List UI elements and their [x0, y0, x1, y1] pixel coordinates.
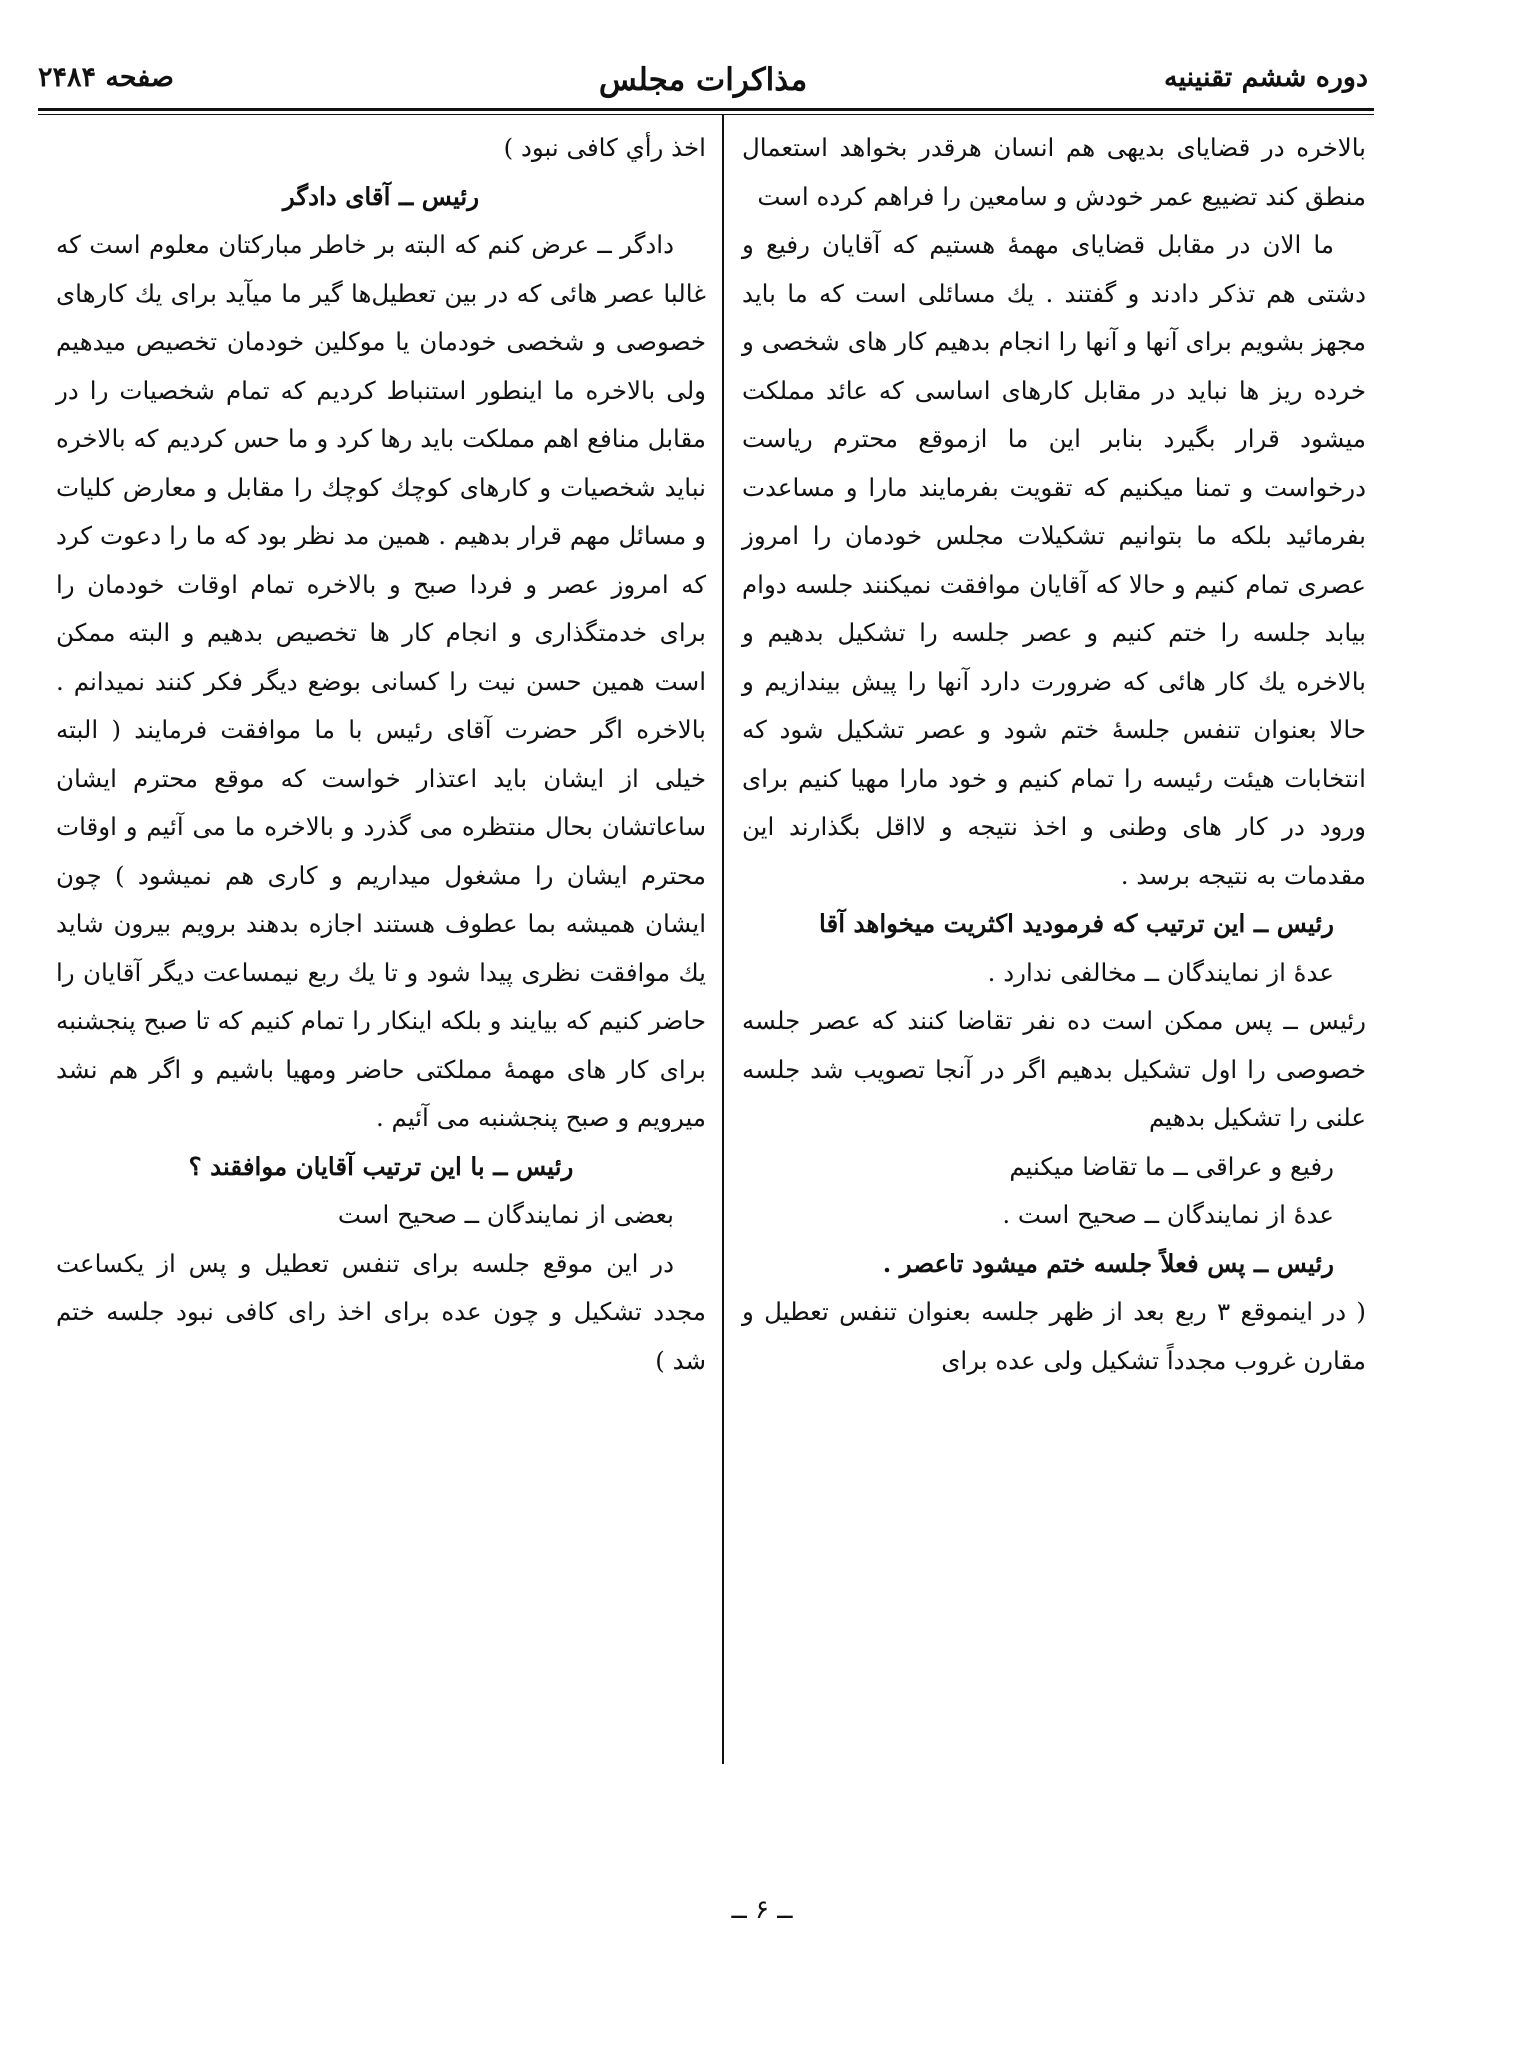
paragraph: دادگر ــ عرض کنم که البته بر خاطر مبارکتان معلوم است که غالبا عصر هائی که در بین تعطیل‌ها گیر ما میآید برای یك کارهای خصوصی و شخصی خودمان یا موکلین خودمان تخصیص میدهیم ولی بالاخره ما اینطور استنباط کردیم که تمام شخصیات را در مقابل منافع اهم مملکت باید رها کرد و ما حس کردیم که بالاخره نباید شخصیات و کارهای کوچك کوچك را مقابل و معارض کلیات و مسائل مهم قرار بدهیم . همین مد نظر بود که ما را دعوت کرد که امروز عصر و فردا صبح و بالاخره تمام اوقات خودمان را برای خدمتگذاری و انجام کار ها تخصیص بدهیم و البته ممکن است همین حسن نیت را کسانی بوضع دیگر فکر کنند نمیدانم . بالاخره اگر حضرت آقای رئیس با ما موافقت فرمایند ( البته خیلی از ایشان باید اعتذار خواست که موقع محترم ایشان ساعاتشان بحال منتظره می گذرد و بالاخره ما می آئیم و اوقات محترم ایشان را مشغول میداریم و کاری هم نمیشود ) چون ایشان همیشه بما عطوف هستند اجازه بدهند برویم بیرون شاید یك موافقت نظری پیدا شود و تا یك ربع نیمساعت دیگر آقایان را حاضر کنیم که بیایند و بلکه اینکار را تمام کنیم که تا صبح پنجشنبه برای کار های مهمهٔ مملکتی حاضر ومهیا باشیم و اگر هم نشد میرویم و صبح پنجشنبه می آئیم . [56, 230, 706, 1132]
paragraph: ( در اینموقع ۳ ربع بعد از ظهر جلسه بعنوان تنفس تعطیل و مقارن غروب مجدداً تشکیل ولی عده برای [742, 1297, 1366, 1375]
speaker-line: رفیع و عراقی ــ ما تقاضا میکنیم [1009, 1151, 1334, 1181]
paragraph: بالاخره در قضایای بدیهی هم انسان هرقدر بخواهد استعمال منطق کند تضییع عمر خودش و سامعین را فراهم کرده است [742, 133, 1366, 211]
speaker-line: عدهٔ از نمایندگان ــ مخالفی ندارد . [987, 957, 1334, 987]
column-divider [722, 114, 724, 1764]
left-column [56, 124, 706, 1385]
paragraph: ما الان در مقابل قضایای مهمهٔ هستیم که آقایان رفیع و دشتی هم تذکر دادند و گفتند . یك مسائلی است که ما باید مجهز بشویم برای آنها و آنها را انجام بدهیم کار های شخصی و خرده ریز ها نباید در مقابل کارهای اساسی که عائد مملکت میشود قرار بگیرد بنابر این ما ازموقع محترم ریاست درخواست و تمنا میکنیم که تقویت بفرمایند مارا و مساعدت بفرمائید بلکه ما بتوانیم تشکیلات مجلس خودمان را امروز عصری تمام کنیم و حالا که آقایان موافقت نمیکنند جلسه دوام بیابد جلسه را ختم کنیم و عصر جلسه را تشکیل بدهیم و بالاخره یك کار هائی که ضرورت دارد آنها را پیش بیندازیم و حالا بعنوان تنفس جلسهٔ ختم شود و عصر تشکیل شود که انتخابات هیئت رئیسه را تمام کنیم و خود مارا مهیا کنیم برای ورود در کار های وطنی و اخذ نتیجه و لااقل بگذارند این مقدمات به نتیجه برسد . [742, 230, 1366, 890]
header-divider [38, 108, 1374, 115]
paragraph: در این موقع جلسه برای تنفس تعطیل و پس از یکساعت مجدد تشکیل و چون عده برای اخذ رای کافی نبود جلسه ختم شد ) [56, 1248, 706, 1375]
session-title: دوره ششم تقنینیه [1164, 62, 1368, 93]
right-column [742, 124, 1366, 1385]
page-label: صفحه ۲۴۸۴ [38, 62, 174, 93]
speaker-line: رئیس ــ آقای دادگر [282, 181, 480, 211]
speaker-line: عدهٔ از نمایندگان ــ صحیح است . [1002, 1200, 1334, 1229]
paragraph: رئیس ــ پس ممکن است ده نفر تقاضا کنند که عصر جلسه خصوصی را اول تشکیل بدهیم اگر در آنجا تصویب شد جلسه علنی را تشکیل بدهیم [742, 1006, 1367, 1132]
paragraph: اخذ رأي کافی نبود ) [503, 133, 706, 162]
publication-title: مذاکرات مجلس [598, 62, 808, 98]
speaker-line: رئیس ــ با این ترتیب آقایان موافقند ؟ [188, 1151, 574, 1181]
page-number: ــ ۶ ــ [731, 1895, 793, 1925]
speaker-line: رئیس ــ پس فعلاً جلسه ختم میشود تاعصر . [882, 1248, 1334, 1278]
page-header [38, 62, 1368, 112]
speaker-line: رئیس ــ این ترتیب که فرمودید اکثریت میخواهد آقا [819, 909, 1334, 938]
speaker-line: بعضی از نمایندگان ــ صحیح است [337, 1200, 674, 1229]
